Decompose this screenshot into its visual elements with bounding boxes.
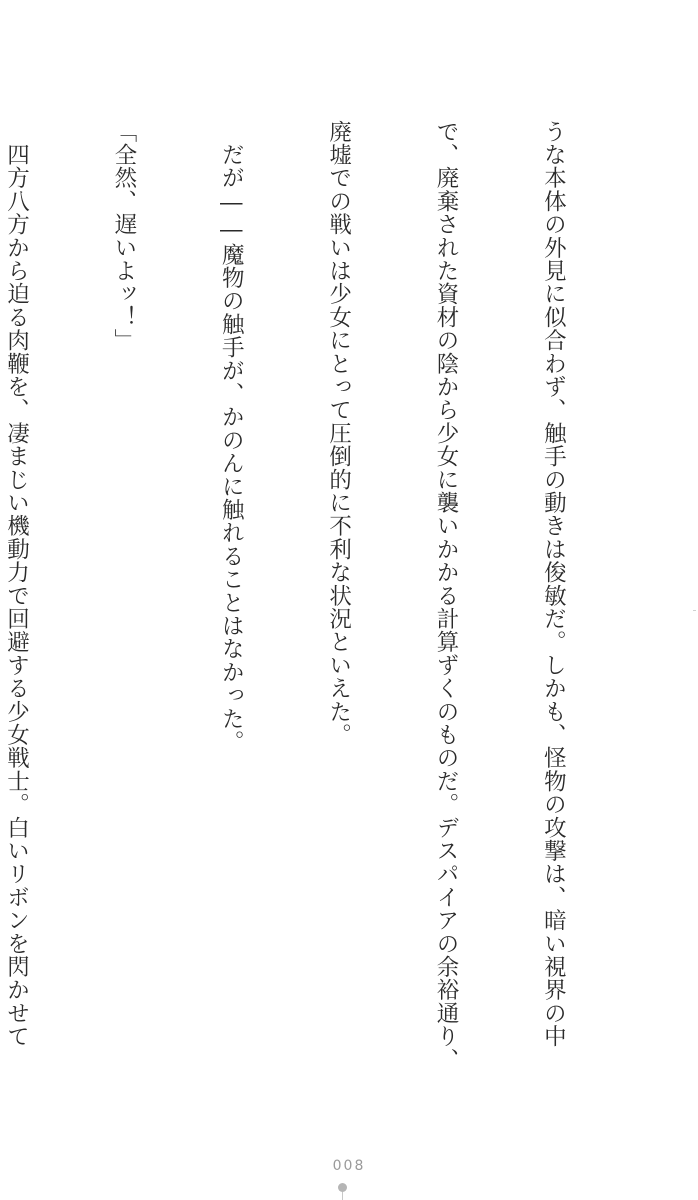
vertical-text-body <box>0 120 642 1072</box>
page-number: 008 <box>332 1158 366 1174</box>
text-line: で、廃棄された資材の陰から少女に襲いかかる計算ずくのものだ。デスパイアの余裕通り、 <box>433 120 460 1072</box>
text-line: うな本体の外見に似合わず、触手の動きは俊敏だ。しかも、怪物の攻撃は、暗い視界の中 <box>540 120 567 1048</box>
dialogue-line: 「全然、遅いよッ！」 <box>110 120 137 352</box>
folio-stem <box>342 1192 343 1200</box>
folio-dot-icon <box>338 1183 347 1192</box>
text-line: 廃墟での戦いは少女にとって圧倒的に不利な状況といえた。 <box>325 120 352 747</box>
text-line: だが――魔物の触手が、かのんに触れることはなかった。 <box>218 120 245 754</box>
text-line: 四方八方から迫る肉鞭を、凄まじい機動力で回避する少女戦士。白いリボンを閃かせて <box>3 120 30 1048</box>
margin-mark <box>693 610 696 611</box>
